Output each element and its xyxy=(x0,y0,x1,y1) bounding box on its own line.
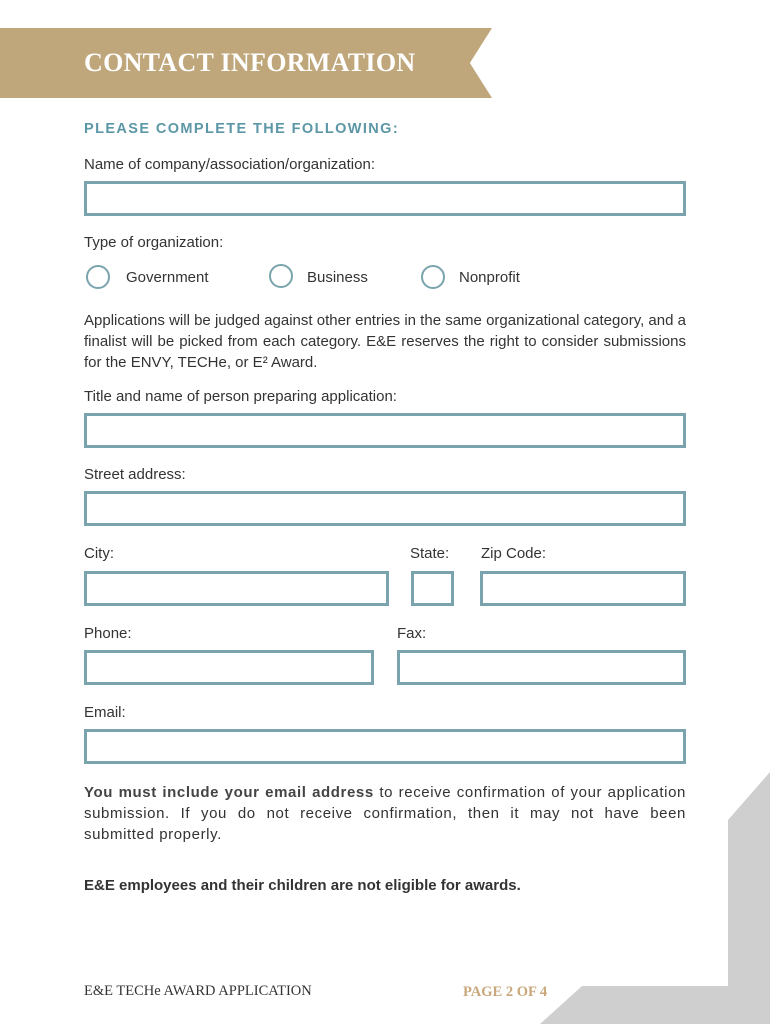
radio-business-label: Business xyxy=(307,269,368,286)
state-label: State: xyxy=(410,545,450,562)
email-note-text: to receive confirmation of your application submission. If you do not receive confirmation, then it may not have been submitted properly. xyxy=(84,784,686,843)
email-note-emphasis: You must include your email address xyxy=(84,784,374,801)
city-label: City: xyxy=(84,545,114,562)
radio-nonprofit[interactable] xyxy=(421,265,445,289)
zip-label: Zip Code: xyxy=(481,545,547,562)
email-note xyxy=(84,782,686,845)
fax-label: Fax: xyxy=(397,625,427,642)
zip-field[interactable] xyxy=(480,571,686,606)
section-instruction: PLEASE COMPLETE THE FOLLOWING: xyxy=(84,121,400,137)
fax-field[interactable] xyxy=(397,650,686,685)
email-label: Email: xyxy=(84,704,126,721)
radio-government[interactable] xyxy=(86,265,110,289)
eligibility-note: E&E employees and their children are not eligible for awards. xyxy=(84,877,521,894)
preparer-field[interactable] xyxy=(84,413,686,448)
radio-business[interactable] xyxy=(269,264,293,288)
page-number: PAGE 2 OF 4 xyxy=(463,984,548,1000)
street-field[interactable] xyxy=(84,491,686,526)
judging-note: Applications will be judged against other entries in the same organizational category, and a finalist will be picked from each category. E&E reserves the right to consider submissions for the ENVY, TECHe, or E² Award. xyxy=(84,312,686,371)
radio-nonprofit-label: Nonprofit xyxy=(459,269,520,286)
footer-title: E&E TECHe AWARD APPLICATION xyxy=(84,983,312,999)
phone-field[interactable] xyxy=(84,650,374,685)
city-field[interactable] xyxy=(84,571,389,606)
phone-label: Phone: xyxy=(84,625,132,642)
email-field[interactable] xyxy=(84,729,686,764)
preparer-label: Title and name of person preparing application: xyxy=(84,388,397,405)
company-field[interactable] xyxy=(84,181,686,216)
state-field[interactable] xyxy=(411,571,454,606)
street-label: Street address: xyxy=(84,466,186,483)
org-type-label: Type of organization: xyxy=(84,234,224,251)
company-label: Name of company/association/organization: xyxy=(84,156,375,173)
radio-government-label: Government xyxy=(126,269,209,286)
page-title: CONTACT INFORMATION xyxy=(84,48,416,77)
